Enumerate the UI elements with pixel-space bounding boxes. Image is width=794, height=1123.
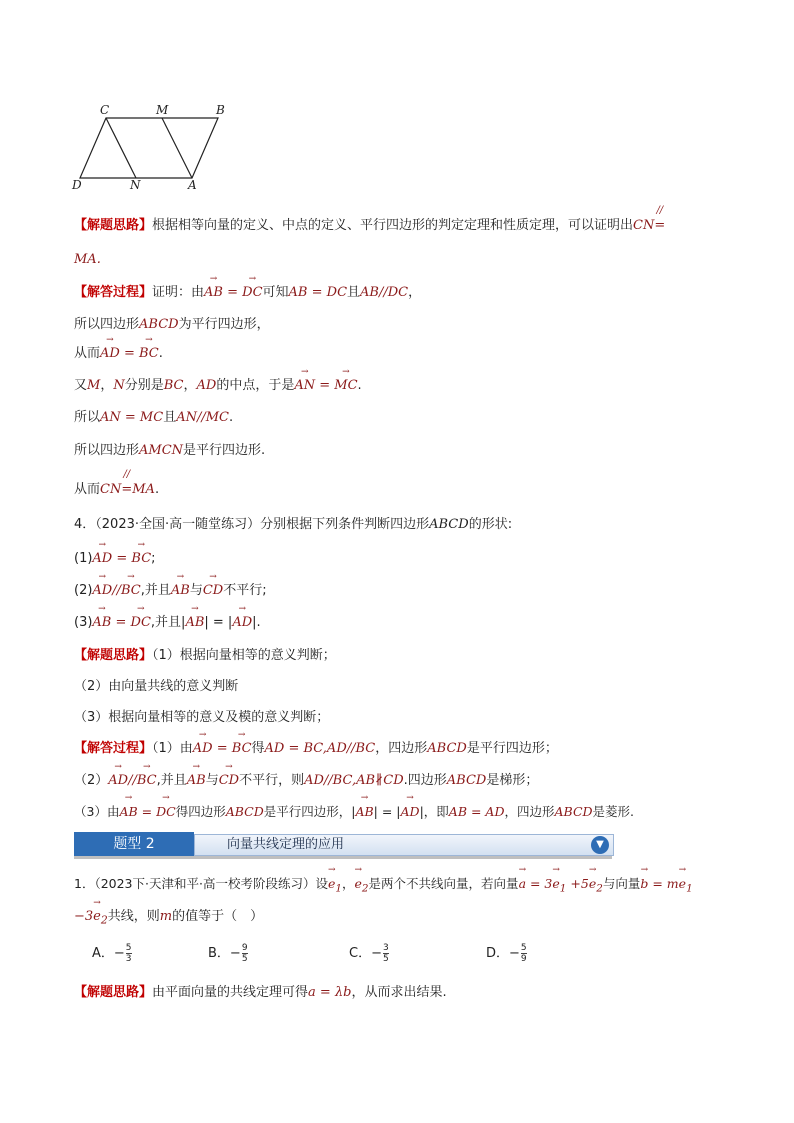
option-b[interactable]: B．− $\frac{9}{5}$ <box>208 943 248 964</box>
q4-solve-line1: 【解答过程】（1）由→ AD = → BC得AD = BC,AD//BC，四边形ABCD是平行四边形； <box>74 740 558 758</box>
q1-think-line: 【解题思路】由平面向量的共线定理可得a = λb，从而求出结果. <box>74 985 447 1000</box>
chevron-down-circle-icon[interactable]: ▼ <box>591 836 609 854</box>
question-type-banner <box>74 832 612 856</box>
q4-think-line1: 【解题思路】（1）根据向量相等的意义判断； <box>74 648 336 663</box>
p1-solve-line1: 【解答过程】证明：由→ AB = → DC可知AB = DC且AB//DC， <box>74 284 421 302</box>
option-a[interactable]: A．− $\frac{5}{3}$ <box>92 943 132 964</box>
p1-solve-line3: 从而→ AD = → BC. <box>74 345 163 363</box>
q4-think-line3: （3）根据向量相等的意义及模的意义判断； <box>74 710 330 725</box>
segment-ma <box>162 118 192 178</box>
q4-think-line2: （2）由向量共线的意义判断 <box>74 679 239 694</box>
q4-condition-1: (1)→ AD = → BC; <box>74 550 156 568</box>
label-b: B <box>216 103 225 117</box>
q4-solve-line3: （3）由→ AB = → DC得四边形ABCD是平行四边形，|→ AB| = |→ AD|，即AB = AD，四边形ABCD是菱形. <box>74 803 634 821</box>
label-c: C <box>100 103 110 117</box>
parallelogram-abcd <box>80 118 218 178</box>
p1-think-line: 【解题思路】根据相等向量的定义、中点的定义、平行四边形的判定定理和性质定理，可以证明出CN // = <box>74 205 666 233</box>
p1-solve-line7: 从而CN // =MA. <box>74 469 160 497</box>
p1-solve-line6: 所以四边形AMCN是平行四边形. <box>74 443 266 458</box>
p1-think-line2: MA. <box>74 252 101 267</box>
q4-solve-line2: （2）→ AD//→ BC,并且→ AB与→ CD不平行，则AD//BC,AB∦CD.四边形ABCD是梯形； <box>74 772 538 790</box>
q4-stem: 4．（2023·全国·高一随堂练习）分别根据下列条件判断四边形ABCD的形状: <box>74 517 513 532</box>
solve-tag: 【解答过程】 <box>74 285 153 300</box>
q4-condition-3: (3)→ AB = → DC,并且|→ AB| = |→ AD|. <box>74 614 261 632</box>
q1-stem-line2: $-3\to e_2$共线，则m的值等于（ ） <box>74 908 263 930</box>
label-m: M <box>156 103 169 117</box>
segment-cn <box>106 118 136 178</box>
question-type-label: 题型 2 <box>74 832 194 856</box>
option-c[interactable]: C．− $\frac{3}{5}$ <box>349 943 389 964</box>
option-d[interactable]: D．− $\frac{5}{9}$ <box>486 943 527 964</box>
banner-title: 向量共线定理的应用 <box>227 837 345 852</box>
parallelogram-figure <box>66 100 236 192</box>
q4-condition-2: (2)→ AD//→ BC,并且→ AB与→ CD不平行; <box>74 582 267 600</box>
label-n: N <box>130 178 141 192</box>
banner-shadow <box>74 856 612 859</box>
p1-solve-line4: 又M，N分别是BC，AD的中点，于是→ AN = → MC. <box>74 377 362 395</box>
label-a: A <box>188 178 197 192</box>
think-tag: 【解题思路】 <box>74 218 153 233</box>
q1-stem-line1: 1．（2023下·天津和平·高一校考阶段练习）设→ $e_1$，→ $e_2$是两个不共线向量，若向量→ $a = 3\to e_1 +5\to e_2$与向量→ $b = m\to e_1$ <box>74 875 693 898</box>
banner-title-bar <box>194 834 614 856</box>
label-d: D <box>72 178 82 192</box>
p1-solve-line5: 所以AN = MC且AN//MC. <box>74 410 234 425</box>
p1-solve-line2: 所以四边形ABCD为平行四边形， <box>74 317 270 332</box>
